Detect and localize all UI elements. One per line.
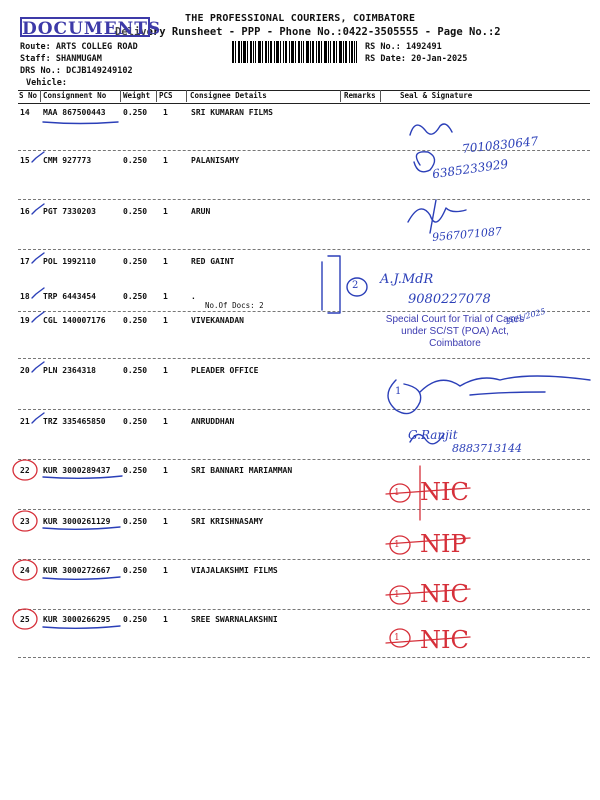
handwritten-phone-2: 6385233929 <box>431 156 509 182</box>
row-weight: 0.250 <box>123 207 148 216</box>
tick-mark <box>32 288 44 298</box>
row-sno: 21 <box>20 417 30 426</box>
row-consignee: . <box>191 292 196 301</box>
circle-1-label: 1 <box>395 386 402 397</box>
row-pcs: 1 <box>163 366 168 375</box>
row-sno: 23 <box>20 517 30 526</box>
row-consignee: SREE SWARNALAKSHNI <box>191 615 278 624</box>
row-consignee: SRI KRISHNASAMY <box>191 517 264 526</box>
tick-mark <box>32 413 44 423</box>
underline-mark <box>43 476 122 478</box>
row-weight: 0.250 <box>123 316 148 325</box>
row-consignee: SRI BANNARI MARIAMMAN <box>191 466 293 475</box>
row-weight: 0.250 <box>123 108 148 117</box>
row-consignment: KUR 3000289437 <box>43 466 111 475</box>
route-value: ARTS COLLEG ROAD <box>55 42 138 52</box>
row-pcs: 1 <box>163 517 168 526</box>
handwritten-name: A.J.MdR <box>380 272 434 287</box>
rs-number: RS No.: 1492491 <box>365 42 442 52</box>
red-circle-mark <box>13 560 37 580</box>
row-consignee: VIAJALAKSHMI FILMS <box>191 566 278 575</box>
row-consignment: POL 1992110 <box>43 257 96 266</box>
row-consignment: TRZ 335465850 <box>43 417 106 426</box>
underline-mark <box>43 122 118 124</box>
tick-mark <box>32 152 44 162</box>
handwritten-phone-21: 8883713144 <box>452 442 522 455</box>
red-circle-mark <box>390 629 410 647</box>
status-mark-24: NIC <box>420 580 469 608</box>
row-consignee: PALANISAMY <box>191 156 240 165</box>
no-of-docs: No.Of Docs: 2 <box>205 301 264 310</box>
row-sno: 14 <box>20 108 30 117</box>
court-seal-stamp: Special Court for Trial of Cases under SC/ST (POA) Act, Coimbatore <box>385 314 525 349</box>
underline-mark <box>43 626 120 628</box>
row-pcs: 1 <box>163 466 168 475</box>
header-remarks: Remarks <box>344 91 376 100</box>
row-sno: 22 <box>20 466 30 475</box>
underline-mark <box>43 527 120 529</box>
row-weight: 0.250 <box>123 292 148 301</box>
handwritten-phone-1: 7010830647 <box>461 134 539 156</box>
red-circle-mark <box>13 460 37 480</box>
status-mark-23: NIP <box>420 530 467 558</box>
drs-line: DRS No.: DCJB149249102 <box>20 66 133 76</box>
red-circle-mark <box>13 511 37 531</box>
circle-2-label: 2 <box>352 280 359 291</box>
signature-scribble <box>470 392 545 395</box>
header-seal-signature: Seal & Signature <box>400 91 473 100</box>
row-pcs: 1 <box>163 108 168 117</box>
row-consignment: PGT 7330203 <box>43 207 96 216</box>
row-weight: 0.250 <box>123 566 148 575</box>
handwritten-signature-21: G.Ranjit <box>408 428 458 442</box>
signature-scribble <box>420 376 590 392</box>
row-pcs: 1 <box>163 156 168 165</box>
status-mark-22: NIC <box>420 478 469 506</box>
drs-value: DCJB149249102 <box>66 66 133 76</box>
header-consignee: Consignee Details <box>190 91 267 100</box>
runsheet-title: Delivery Runsheet - PPP - Phone No.:0422-3505555 - Page No.:2 <box>115 26 501 38</box>
row-weight: 0.250 <box>123 156 148 165</box>
red-circle-number: 1 <box>394 633 400 643</box>
red-circle-number: 1 <box>394 540 400 550</box>
row-consignee: ARUN <box>191 207 211 216</box>
header-pcs: PCS <box>159 91 173 100</box>
handwritten-phone-group: 9080227078 <box>408 292 491 307</box>
row-pcs: 1 <box>163 257 168 266</box>
row-pcs: 1 <box>163 316 168 325</box>
row-weight: 0.250 <box>123 615 148 624</box>
red-circle-number: 1 <box>394 590 400 600</box>
row-consignment: PLN 2364318 <box>43 366 96 375</box>
row-weight: 0.250 <box>123 517 148 526</box>
row-weight: 0.250 <box>123 257 148 266</box>
row-consignment: KUR 3000261129 <box>43 517 111 526</box>
row-sno: 19 <box>20 316 30 325</box>
rs-date: RS Date: 20-Jan-2025 <box>365 54 468 64</box>
row-pcs: 1 <box>163 292 168 301</box>
row-consignee: SRI KUMARAN FILMS <box>191 108 273 117</box>
row-consignee: VIVEKANADAN <box>191 316 244 325</box>
row-sno: 15 <box>20 156 30 165</box>
tick-mark <box>32 312 44 322</box>
route-line: Route: ARTS COLLEG ROAD <box>20 42 138 52</box>
documents-stamp: DOCUMENTS <box>22 19 162 39</box>
row-consignment: MAA 867500443 <box>43 108 106 117</box>
row-consignment: KUR 3000266295 <box>43 615 111 624</box>
row-consignment: TRP 6443454 <box>43 292 96 301</box>
red-circle-mark <box>13 609 37 629</box>
tick-mark <box>32 253 44 263</box>
header-consignment: Consignment No <box>43 91 107 100</box>
company-name: THE PROFESSIONAL COURIERS, COIMBATORE <box>185 13 416 24</box>
tick-mark <box>32 204 44 214</box>
row-sno: 18 <box>20 292 30 301</box>
staff-value: SHANMUGAM <box>55 54 102 64</box>
row-sno: 24 <box>20 566 30 575</box>
row-pcs: 1 <box>163 566 168 575</box>
row-pcs: 1 <box>163 615 168 624</box>
signature-scribble <box>410 124 452 135</box>
handwritten-phone-3: 9567071087 <box>431 224 503 245</box>
row-consignee: PLEADER OFFICE <box>191 366 259 375</box>
vehicle-line: Vehicle: <box>26 78 67 88</box>
header-sno: S No <box>19 91 38 100</box>
row-weight: 0.250 <box>123 417 148 426</box>
row-sno: 17 <box>20 257 30 266</box>
row-consignee: ANRUDDHAN <box>191 417 235 426</box>
row-consignment: CGL 140007176 <box>43 316 106 325</box>
underline-mark <box>43 577 120 579</box>
row-consignment: CMM 927773 <box>43 156 92 165</box>
signature-scribble <box>408 208 466 222</box>
row-consignment: KUR 3000272667 <box>43 566 111 575</box>
header-weight: Weight <box>123 91 151 100</box>
staff-line: Staff: SHANMUGAM <box>20 54 102 64</box>
red-circle-number: 1 <box>394 488 400 498</box>
tick-mark <box>32 362 44 372</box>
handwritten-date: 20/1/2025 <box>504 306 547 327</box>
row-weight: 0.250 <box>123 466 148 475</box>
row-sno: 20 <box>20 366 30 375</box>
row-sno: 25 <box>20 615 30 624</box>
row-consignee: RED GAINT <box>191 257 235 266</box>
row-weight: 0.250 <box>123 366 148 375</box>
red-circle-mark <box>390 536 410 554</box>
row-pcs: 1 <box>163 417 168 426</box>
row-sno: 16 <box>20 207 30 216</box>
bracket-mark <box>328 256 340 313</box>
signature-scribble <box>388 380 421 414</box>
row-pcs: 1 <box>163 207 168 216</box>
status-mark-25: NIC <box>420 626 469 654</box>
